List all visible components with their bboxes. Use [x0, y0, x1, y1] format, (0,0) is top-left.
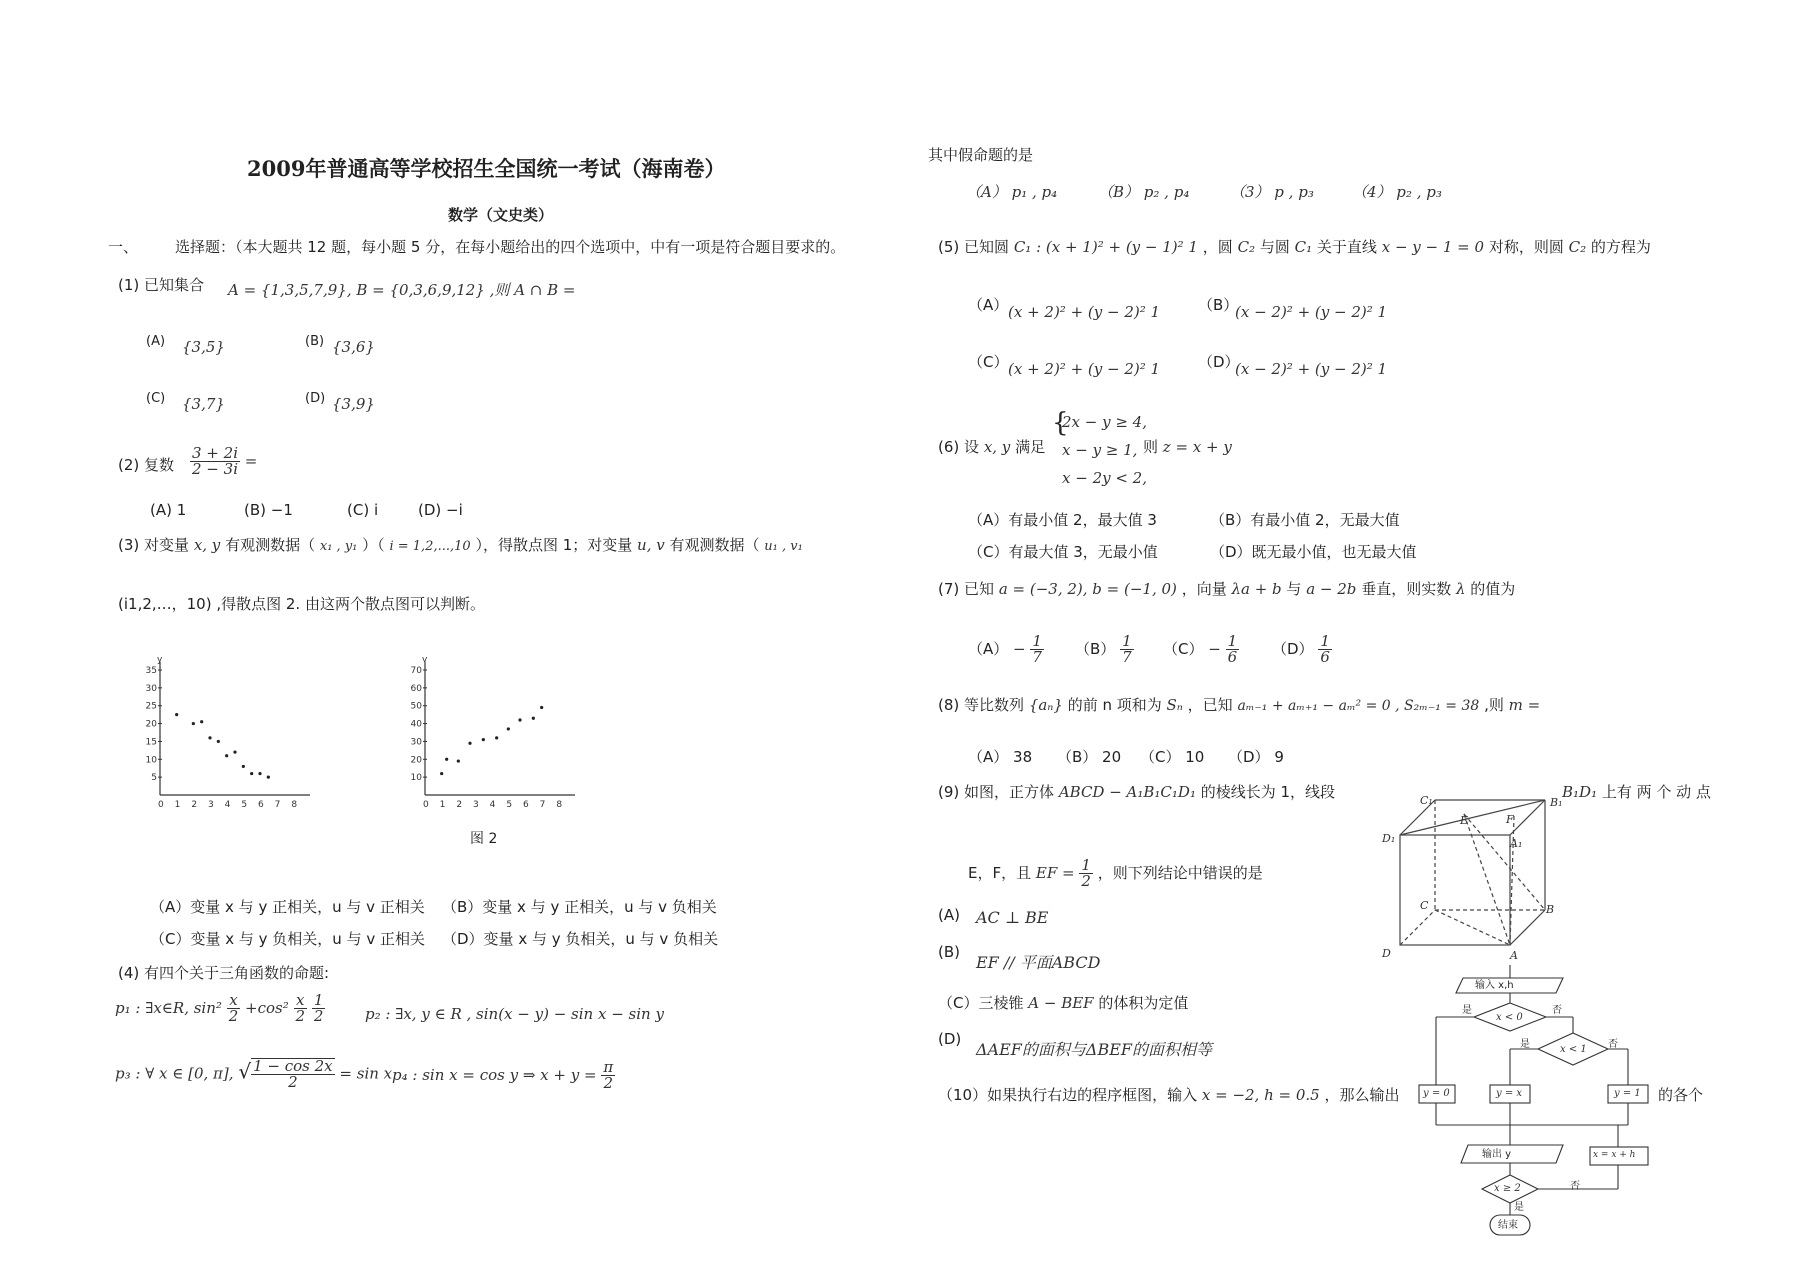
flowchart-yes-3: 是 — [1514, 1202, 1524, 1213]
q7-text-a: (7) 已知 — [938, 580, 995, 598]
q5-option-d: (x − 2)² + (y − 2)² 1 — [1235, 360, 1388, 378]
q10-text-b: ，那么输出 — [1324, 1086, 1400, 1104]
q9-text-a: (9) 如图，正方体 — [938, 783, 1055, 801]
q7-option-c-den: 6 — [1227, 648, 1238, 666]
y-tick-label: 30 — [145, 683, 157, 694]
y-tick-label: 70 — [410, 666, 422, 676]
q10-stem — [938, 1088, 1400, 1103]
q7-option-b-label: （B） — [1075, 640, 1116, 658]
x-tick-label: 8 — [291, 800, 298, 810]
q3-text-b: 有观测数据（ — [225, 536, 316, 554]
q5-text-c: 与圆 — [1259, 238, 1290, 256]
q2-numerator: 3 + 2i — [192, 444, 238, 462]
y-tick-label: 60 — [410, 683, 422, 694]
q7-vectors: a = (−3, 2), b = (−1, 0) — [998, 580, 1177, 598]
scatter-point — [495, 736, 498, 739]
q3-option-d: （D）变量 x 与 y 负相关，u 与 v 负相关 — [442, 930, 719, 948]
q9-option-a-label: (A) — [938, 906, 960, 924]
q7-option-d-den: 6 — [1320, 648, 1330, 666]
y-axis-label: y — [157, 655, 163, 665]
x-tick-label: 4 — [489, 800, 496, 810]
q5-c1b: C₁ — [1294, 238, 1313, 256]
q7-option-c — [1163, 634, 1239, 665]
q2-equals: = — [244, 452, 258, 470]
q4-p3: p₃ : ∀ x ∈ [0, π], √ $\frac{1 - \cos 2x}{2}$ = sin x — [115, 1057, 393, 1091]
x-tick-label: 7 — [539, 800, 546, 810]
q1-option-d-label: (D) — [305, 391, 326, 406]
flowchart-end: 结束 — [1498, 1220, 1518, 1231]
scatter-point — [468, 742, 471, 745]
scatter-point — [457, 759, 460, 762]
x-tick-label: 4 — [224, 800, 231, 810]
q7-option-c-num: 1 — [1227, 632, 1238, 650]
q6-constraint-3: x − 2y < 2, — [1062, 469, 1147, 487]
q6-stem — [938, 440, 1045, 455]
q6-text-then: 则 — [1143, 438, 1159, 456]
q4-p4-a: p₄ : sin x = cos y ⇒ x + y = — [392, 1066, 597, 1084]
cube-label-b: B — [1546, 903, 1555, 916]
scatter-point — [233, 751, 236, 754]
scatter-point — [192, 722, 195, 725]
q7-option-a-label: （A） — [968, 640, 1009, 658]
cube-diagram — [1370, 790, 1540, 960]
q7-text-e: 的值为 — [1470, 580, 1516, 598]
q6-option-b: （B）有最小值 2，无最大值 — [1210, 511, 1400, 529]
q7-option-a-sign: − — [1013, 640, 1026, 658]
q2-option-d: (D) −i — [418, 501, 463, 519]
q4-stem: (4) 有四个关于三角函数的命题: — [118, 964, 330, 982]
cube-label-c: C — [1420, 899, 1429, 912]
q4-p3-a: p₃ : ∀ x ∈ [0, π], — [115, 1064, 234, 1083]
y-tick-label: 40 — [410, 719, 422, 730]
q1-math: A = {1,3,5,7,9}, B = {0,3,6,9,12} ,则 A ∩ B = — [228, 281, 576, 299]
scatter-plot-1 — [140, 655, 320, 815]
q9-ef: EF = — [1035, 864, 1075, 882]
y-axis-label: v — [422, 655, 428, 665]
q9-option-c-label: （C）三棱锥 — [938, 994, 1024, 1012]
q5-option-c-label: （C） — [968, 353, 1009, 371]
q9-text-d: E，F，且 — [968, 864, 1032, 882]
q7-option-b — [1075, 634, 1134, 665]
x-tick-label: 6 — [258, 800, 264, 810]
flowchart-y1: y = 1 — [1614, 1088, 1641, 1099]
x-tick-label: 3 — [208, 800, 214, 810]
cube-label-d: D — [1382, 947, 1391, 960]
cube-label-d1: D₁ — [1382, 832, 1396, 845]
q9-option-c-expr: A − BEF — [1028, 994, 1094, 1012]
q4-option-c: （3） p , p₃ — [1230, 183, 1314, 201]
q7-text-c: 与 — [1286, 580, 1302, 598]
q10-text-a: （10）如果执行右边的程序框图，输入 — [938, 1086, 1198, 1104]
q4-p3-b: = sin x — [339, 1064, 393, 1083]
q7-option-c-label: （C） — [1163, 640, 1204, 658]
q1-option-b-label: (B) — [305, 334, 325, 349]
scatter-point — [208, 736, 211, 739]
q7-text-b: ，向量 — [1181, 580, 1227, 598]
q6-option-a: （A）有最小值 2，最大值 3 — [968, 511, 1157, 529]
q3-line1 — [118, 538, 803, 553]
q2-fraction — [190, 446, 257, 477]
q5-text-d: 关于直线 — [1316, 238, 1377, 256]
scatter-point — [440, 772, 443, 775]
q6-objective: z = x + y — [1162, 438, 1232, 456]
q3-option-a: （A）变量 x 与 y 正相关，u 与 v 正相关 — [150, 898, 425, 916]
x-tick-label: 6 — [523, 800, 529, 810]
q2-option-b: (B) −1 — [244, 501, 293, 519]
q5-circle-c1: C₁ : (x + 1)² + (y − 1)² 1 — [1013, 238, 1198, 256]
x-tick-label: 0 — [158, 800, 164, 810]
q7-expr1: λa + b — [1231, 580, 1282, 598]
q9-stem-right — [1562, 785, 1711, 800]
scatter-point — [200, 720, 203, 723]
q9-option-b: EF // 平面ABCD — [976, 953, 1101, 972]
flowchart-cond-1: x < 0 — [1496, 1012, 1523, 1023]
q6-constraint-1: 2x − y ≥ 4, — [1062, 413, 1147, 431]
scatter-plot-2 — [405, 655, 585, 815]
y-tick-label: 50 — [410, 701, 422, 712]
q6-constraint-2: x − y ≥ 1, — [1062, 441, 1138, 459]
cube-label-b1: B₁ — [1550, 796, 1563, 809]
flowchart-output: 输出 y — [1482, 1149, 1512, 1160]
q3-uv: u, v — [637, 536, 665, 554]
q4-p1-b: +cos² — [245, 999, 289, 1017]
q6-option-c: （C）有最大值 3，无最小值 — [968, 543, 1158, 561]
q9-option-d: ΔAEF的面积与ΔBEF的面积相等 — [976, 1040, 1212, 1059]
q5-text-f: 的方程为 — [1590, 238, 1651, 256]
x-tick-label: 0 — [423, 800, 429, 810]
q5-c2: C₂ — [1237, 238, 1256, 256]
q8-an: {aₙ} — [1028, 696, 1063, 714]
q3-text-e: 有观测数据（ — [669, 536, 760, 554]
flowchart-cond-3: x ≥ 2 — [1494, 1183, 1521, 1194]
q7-option-c-sign: − — [1208, 640, 1221, 658]
q5-c2b: C₂ — [1568, 238, 1587, 256]
y-tick-label: 20 — [410, 755, 422, 766]
y-tick-label: 5 — [151, 773, 157, 784]
q5-stem — [938, 240, 1651, 255]
cube-label-a: A — [1510, 949, 1518, 962]
q7-option-b-den: 7 — [1122, 648, 1132, 666]
q8-text-b: 的前 n 项和为 — [1067, 696, 1162, 714]
scatter-point — [258, 772, 261, 775]
q5-text-a: (5) 已知圆 — [938, 238, 1010, 256]
scatter-point — [175, 713, 178, 716]
q5-text-e: 对称，则圆 — [1488, 238, 1564, 256]
q7-text-d: 垂直，则实数 — [1361, 580, 1452, 598]
q5-option-c: (x + 2)² + (y − 2)² 1 — [1008, 360, 1161, 378]
q3-text-c: ）（ — [362, 536, 385, 554]
x-tick-label: 3 — [473, 800, 479, 810]
q3-text-d: ），得散点图 1；对变量 — [475, 536, 633, 554]
q2-option-c: (C) i — [347, 501, 379, 519]
x-tick-label: 5 — [241, 800, 248, 810]
y-tick-label: 25 — [145, 701, 157, 712]
q8-condition: aₘ₋₁ + aₘ₊₁ − aₘ² = 0 , S₂ₘ₋₁ = 38 — [1237, 698, 1480, 714]
cube-label-a1: A₁ — [1510, 837, 1523, 850]
q8-option-b: （B） 20 — [1057, 748, 1122, 766]
q9-text-c: 上有 两 个 动 点 — [1601, 783, 1711, 801]
q5-option-a-label: （A） — [968, 296, 1009, 314]
q7-expr2: a − 2b — [1306, 580, 1357, 598]
q3-index-range: i = 1,2,...,10 — [389, 539, 471, 554]
q6-then — [1143, 440, 1232, 455]
figure-2-caption: 图 2 — [470, 831, 498, 847]
cube-label-c1: C₁ — [1420, 794, 1433, 807]
q9-option-c — [938, 996, 1188, 1011]
y-tick-label: 15 — [145, 737, 157, 748]
q9-cube: ABCD − A₁B₁C₁D₁ — [1058, 783, 1196, 801]
q9-ef-den: 2 — [1081, 872, 1091, 890]
q4-p1-a: p₁ : ∃x∈R, sin² — [115, 999, 222, 1017]
scatter-point — [242, 765, 245, 768]
flowchart-no-3: 否 — [1570, 1181, 1580, 1192]
q6-text-b: 满足 — [1015, 438, 1046, 456]
q1-option-a: {3,5} — [182, 338, 225, 356]
scatter-point — [482, 738, 485, 741]
q4-option-a: （A） p₁ , p₄ — [966, 183, 1058, 201]
scatter-point — [217, 740, 220, 743]
q2-label: (2) 复数 — [118, 456, 175, 474]
q4-p2: p₂ : ∃x, y ∈ R , sin(x − y) − sin x − sin y — [365, 1005, 664, 1023]
flowchart-y0: y = 0 — [1423, 1088, 1450, 1099]
q8-option-c: （C） 10 — [1140, 748, 1205, 766]
x-tick-label: 2 — [456, 800, 463, 810]
scatter-point — [507, 727, 510, 730]
q3-option-c: （C）变量 x 与 y 负相关，u 与 v 正相关 — [150, 930, 425, 948]
q9-option-b-label: (B) — [938, 943, 960, 961]
cube-label-f: F — [1506, 813, 1514, 826]
q6-text-a: (6) 设 — [938, 438, 980, 456]
y-tick-label: 30 — [410, 737, 422, 748]
y-tick-label: 20 — [145, 719, 157, 730]
q5-line: x − y − 1 = 0 — [1381, 238, 1485, 256]
q7-option-b-num: 1 — [1122, 632, 1132, 650]
q3-ui-vi: u₁ , v₁ — [764, 539, 803, 554]
x-tick-label: 1 — [439, 800, 446, 810]
flowchart-diagram — [1418, 965, 1658, 1255]
q9-option-d-label: (D) — [938, 1030, 962, 1048]
flowchart-yx: y = x — [1496, 1088, 1523, 1099]
q2-denominator: 2 − 3i — [192, 460, 238, 478]
q2-option-a: (A) 1 — [150, 501, 187, 519]
q6-brace: { — [1052, 408, 1069, 438]
q7-option-d-label: （D） — [1272, 640, 1314, 658]
scatter-point — [225, 754, 228, 757]
x-tick-label: 5 — [506, 800, 513, 810]
q8-text-c: ，已知 — [1187, 696, 1233, 714]
q9-ef-num: 1 — [1081, 856, 1091, 874]
q8-sn: Sₙ — [1166, 696, 1183, 714]
flowchart-yes-1: 是 — [1462, 1005, 1472, 1016]
q8-stem — [938, 698, 1540, 713]
q6-xy: x, y — [983, 438, 1011, 456]
x-tick-label: 2 — [191, 800, 198, 810]
flowchart-no-1: 否 — [1552, 1005, 1562, 1016]
flowchart-yes-2: 是 — [1520, 1039, 1530, 1050]
q3-text-a: (3) 对变量 — [118, 536, 190, 554]
q8-option-d: （D） 9 — [1228, 748, 1284, 766]
q5-option-a: (x + 2)² + (y − 2)² 1 — [1008, 303, 1161, 321]
q7-stem — [938, 582, 1515, 597]
q9-text-e: ，则下列结论中错误的是 — [1097, 864, 1263, 882]
scatter-point — [532, 717, 535, 720]
q4-p1: p₁ : ∃x∈R, sin² $\frac{x}{2}$ +cos² $\frac{x}{2}$ $\frac{1}{2}$ — [115, 991, 324, 1025]
q8-m: m = — [1508, 696, 1541, 714]
q9-option-a: AC ⊥ BE — [976, 908, 1049, 927]
q5-text-b: ，圆 — [1202, 238, 1233, 256]
q7-lambda: λ — [1456, 580, 1466, 598]
scatter-point — [250, 772, 253, 775]
q10-stem-end: 的各个 — [1658, 1086, 1704, 1104]
y-tick-label: 10 — [410, 773, 422, 784]
q1-label: (1) 已知集合 — [118, 276, 205, 294]
q5-option-b: (x − 2)² + (y − 2)² 1 — [1235, 303, 1388, 321]
q8-option-a: （A） 38 — [968, 748, 1033, 766]
scatter-point — [267, 776, 270, 779]
q7-option-a-den: 7 — [1032, 648, 1042, 666]
q1-option-d: {3,9} — [332, 395, 375, 413]
section-instructions: 选择题：（本大题共 12 题，每小题 5 分，在每小题给出的四个选项中，中有一项是符合题目要求的。 — [175, 238, 846, 256]
q3-option-b: （B）变量 x 与 y 正相关，u 与 v 负相关 — [442, 898, 717, 916]
paper-title: 2009年普通高等学校招生全国统一考试（海南卷） — [247, 156, 726, 181]
flowchart-increment: x = x + h — [1593, 1150, 1636, 1160]
q8-text-a: (8) 等比数列 — [938, 696, 1025, 714]
q6-option-d: （D）既无最小值，也无最大值 — [1210, 543, 1417, 561]
x-tick-label: 7 — [274, 800, 281, 810]
section-number: 一、 — [108, 238, 139, 256]
scatter-point — [445, 758, 448, 761]
q3-xy: x, y — [193, 536, 221, 554]
paper-subtitle: 数学（文史类） — [448, 206, 554, 224]
q1-option-c: {3,7} — [182, 395, 225, 413]
x-tick-label: 8 — [556, 800, 563, 810]
q8-text-d: ,则 — [1484, 696, 1504, 714]
q5-option-b-label: （B） — [1198, 296, 1239, 314]
q9-option-c-end: 的体积为定值 — [1098, 994, 1189, 1012]
q3-xi-yi: x₁ , y₁ — [319, 539, 358, 554]
q9-line2 — [968, 858, 1263, 889]
scatter-point — [518, 718, 521, 721]
cube-label-e: E — [1460, 814, 1469, 827]
q10-input: x = −2, h = 0.5 — [1201, 1086, 1320, 1104]
flowchart-input: 输入 x,h — [1475, 980, 1514, 991]
q4-question-end: 其中假命题的是 — [928, 146, 1034, 164]
q1-option-c-label: (C) — [146, 391, 166, 406]
q1-option-a-label: (A) — [146, 334, 166, 349]
q9-text-b: 的棱线长为 1，线段 — [1200, 783, 1336, 801]
q9-bd: B₁D₁ — [1562, 783, 1598, 801]
q9-stem — [938, 785, 1335, 800]
flowchart-cond-2: x < 1 — [1560, 1044, 1587, 1055]
q7-option-a-num: 1 — [1032, 632, 1042, 650]
q7-option-a — [968, 634, 1044, 665]
q7-option-d — [1272, 634, 1332, 665]
q5-option-d-label: （D） — [1198, 353, 1240, 371]
y-tick-label: 35 — [145, 666, 157, 676]
q1-option-b: {3,6} — [332, 338, 375, 356]
scatter-point — [540, 706, 543, 709]
q3-line2: (i1,2,…，10) ,得散点图 2. 由这两个散点图可以判断。 — [118, 595, 485, 613]
q4-option-b: （B） p₂ , p₄ — [1098, 183, 1190, 201]
q7-option-d-num: 1 — [1320, 632, 1330, 650]
q4-p4: p₄ : sin x = cos y ⇒ x + y = $\frac{\pi}{2}$ — [392, 1058, 614, 1092]
x-tick-label: 1 — [174, 800, 181, 810]
y-tick-label: 10 — [145, 755, 157, 766]
flowchart-no-2: 否 — [1608, 1039, 1618, 1050]
q4-option-d: （4） p₂ , p₃ — [1352, 183, 1442, 201]
